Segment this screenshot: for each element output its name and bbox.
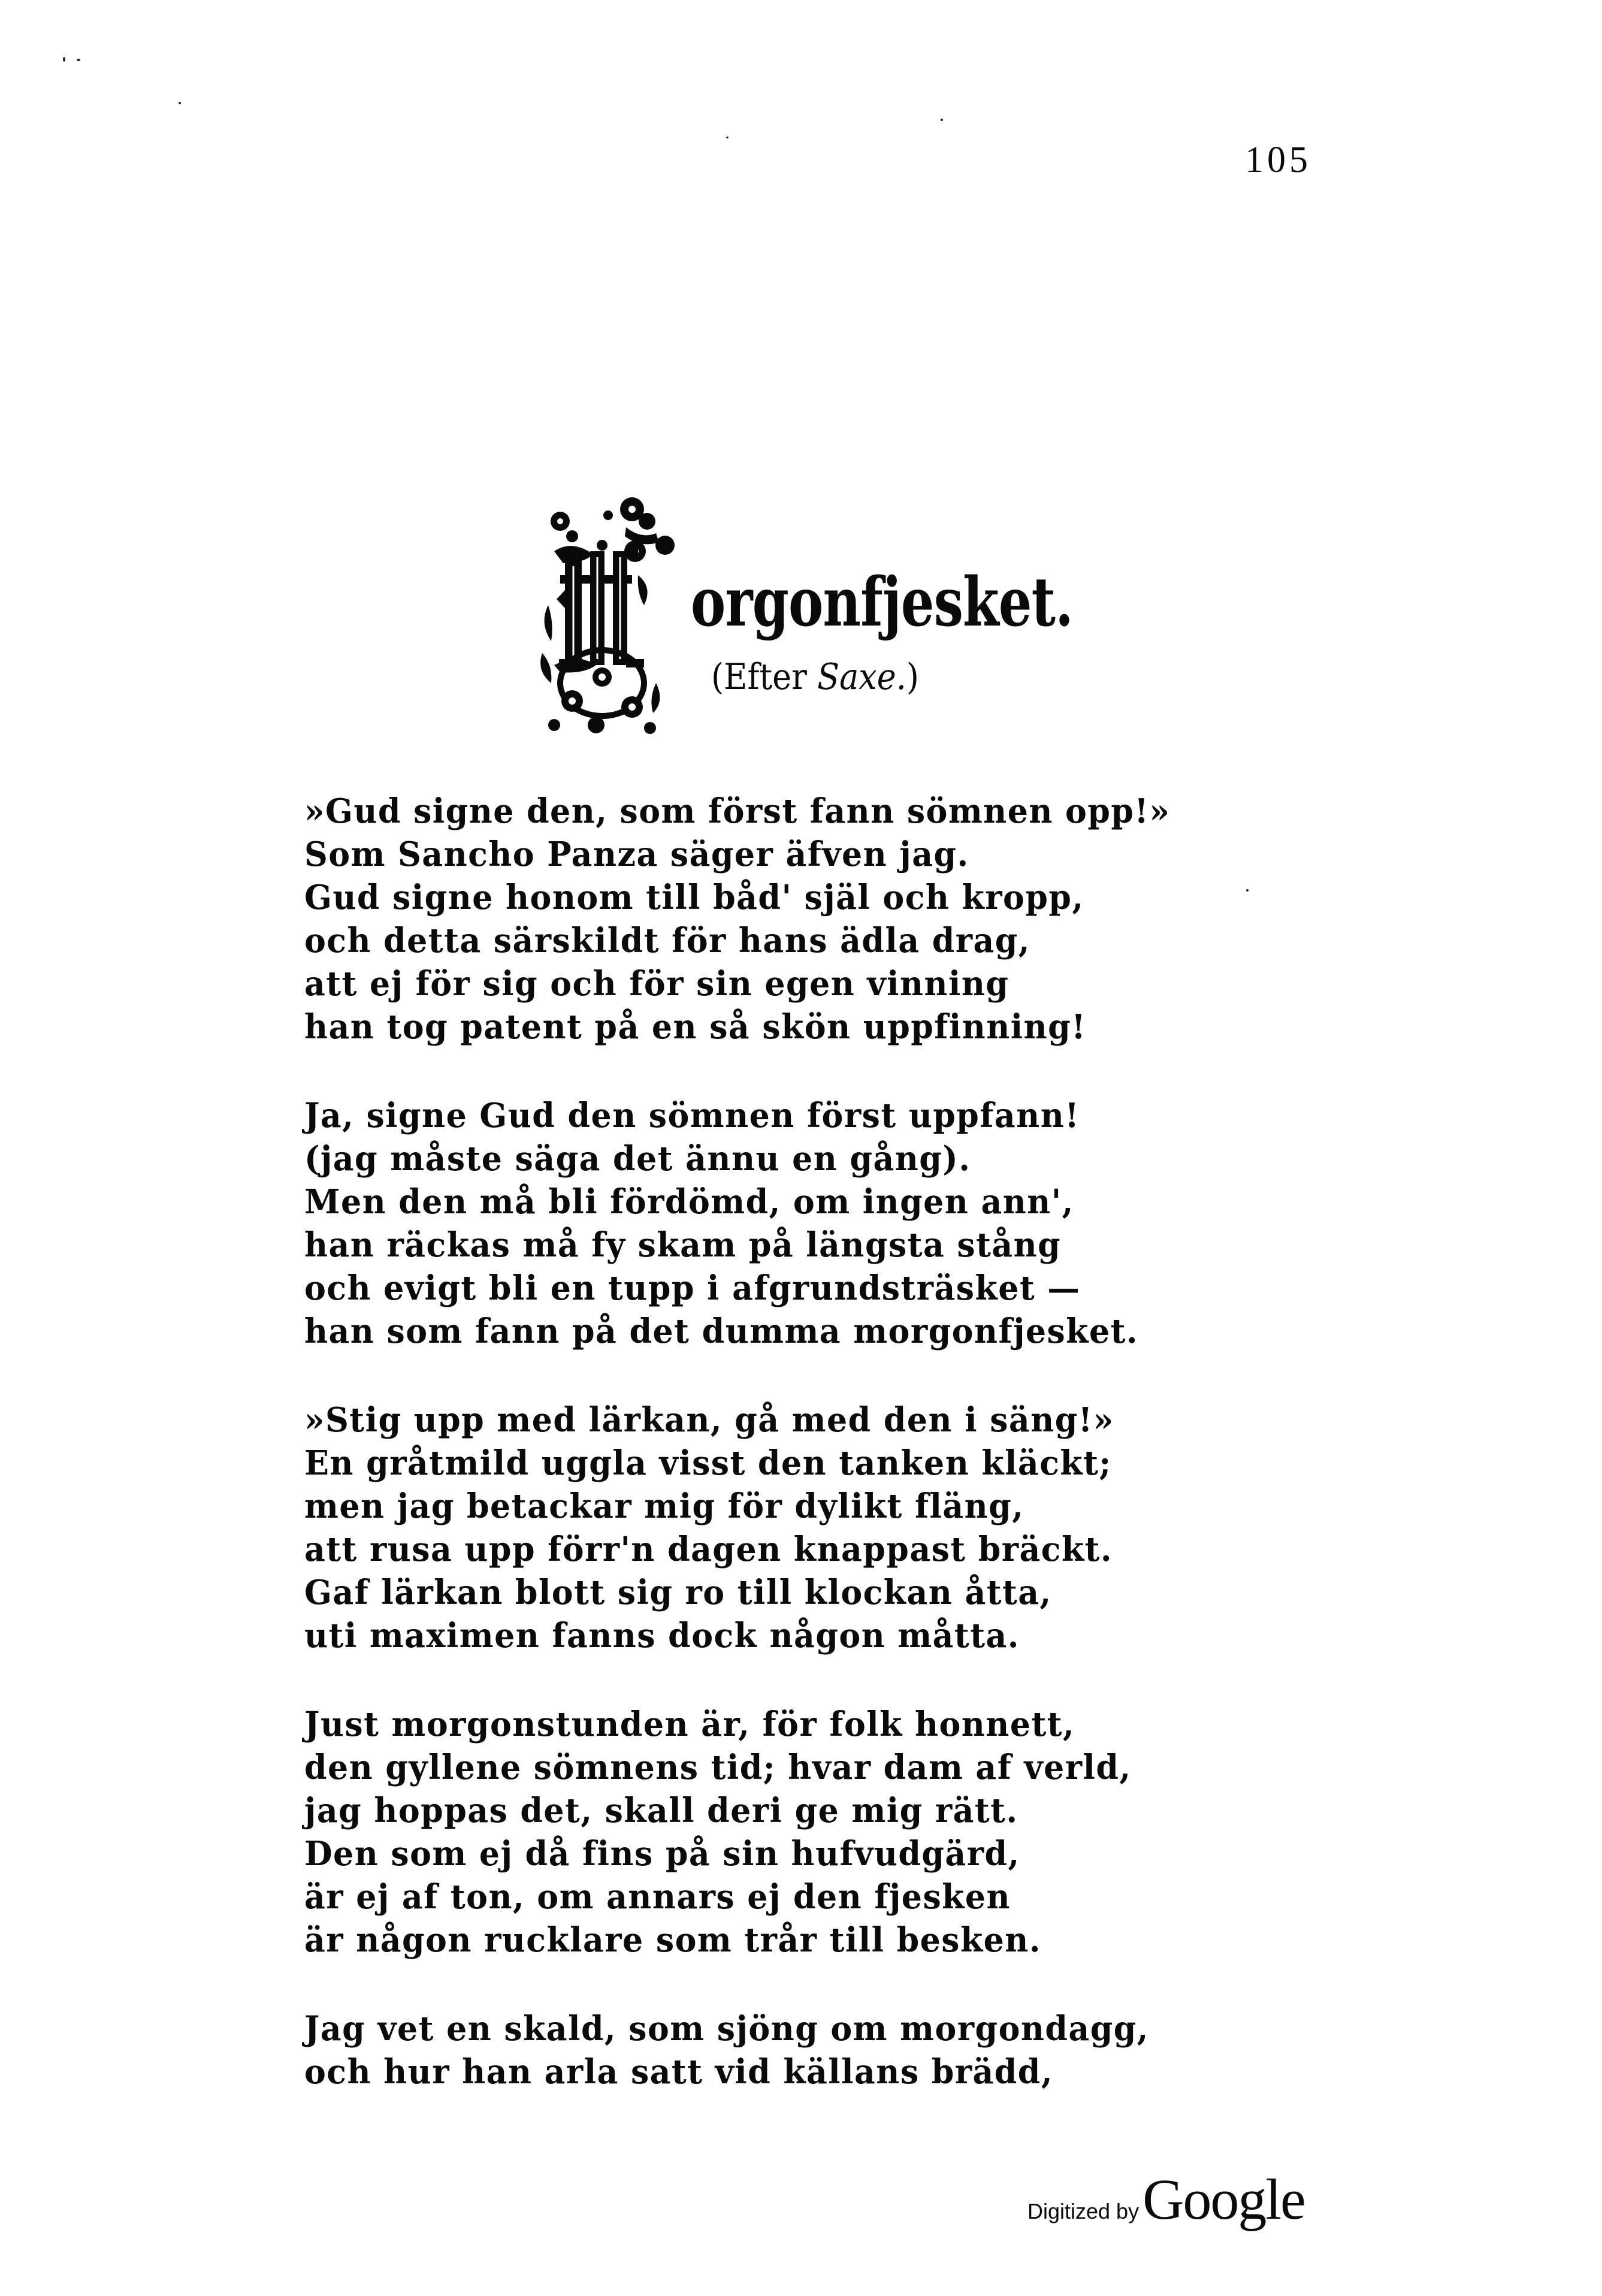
- poem-line: Jag vet en skald, som sjöng om morgondagg,: [304, 2009, 1149, 2049]
- scan-speck: [1246, 889, 1249, 892]
- poem-line: En gråtmild uggla visst den tanken kläckt;: [304, 1443, 1112, 1483]
- poem-line: Den som ej då fins på sin hufvudgärd,: [304, 1834, 1020, 1874]
- poem-line: Just morgonstunden är, för folk honnett,: [304, 1705, 1075, 1744]
- poem-line: uti maximen fanns dock någon måtta.: [304, 1616, 1020, 1655]
- poem-line: han tog patent på en så skön uppfinning!: [304, 1007, 1087, 1047]
- stanza-4: [304, 1703, 1203, 1962]
- poem-heading: [536, 473, 1075, 749]
- poem-line: och hur han arla satt vid källans brädd,: [304, 2052, 1053, 2092]
- poem-line: Men den må bli fördömd, om ingen ann',: [304, 1182, 1074, 1222]
- poem-line: Ja, signe Gud den sömnen först uppfann!: [304, 1096, 1080, 1135]
- stanza-3: [304, 1398, 1203, 1657]
- poem-line: att rusa upp förr'n dagen knappast bräckt.: [304, 1530, 1113, 1569]
- subtitle-prefix: (Efter: [711, 656, 818, 698]
- stanza-1: [304, 790, 1203, 1049]
- poem-line: Som Sancho Panza säger äfven jag.: [304, 835, 969, 874]
- poem-line: »Stig upp med lärkan, gå med den i säng!»: [304, 1400, 1114, 1440]
- poem-title: orgonfjesket.: [691, 563, 1073, 642]
- poem-line: han som fann på det dumma morgonfjesket.: [304, 1312, 1139, 1351]
- poem-line: jag hoppas det, skall deri ge mig rätt.: [304, 1791, 1018, 1830]
- subtitle-suffix: ): [906, 656, 919, 698]
- scan-speck: [77, 59, 80, 61]
- digitized-by-google-watermark: [1027, 2166, 1305, 2232]
- scan-speck: [726, 137, 729, 138]
- poem-line: Gaf lärkan blott sig ro till klockan åtta,: [304, 1573, 1052, 1612]
- poem-line: »Gud signe den, som först fann sömnen opp!»: [304, 791, 1171, 831]
- poem-line: han räckas må fy skam på längsta stång: [304, 1225, 1062, 1265]
- poem-line: att ej för sig och för sin egen vinning: [304, 964, 1009, 1004]
- page-number: 105: [1245, 140, 1311, 180]
- scan-speck: [63, 57, 65, 62]
- decorated-initial-m-icon: [536, 485, 692, 743]
- poem-line: och evigt bli en tupp i afgrundsträsket —: [304, 1268, 1081, 1308]
- poem-line: men jag betackar mig för dylikt fläng,: [304, 1487, 1024, 1526]
- poem-body: [304, 790, 1203, 2139]
- subtitle-author: Saxe.: [817, 656, 906, 698]
- stanza-5: [304, 2007, 1203, 2093]
- digitized-label: Digitized by: [1027, 2199, 1139, 2224]
- stanza-2: [304, 1094, 1203, 1353]
- poem-line: Gud signe honom till båd' själ och kropp,: [304, 878, 1084, 917]
- poem-line: och detta särskildt för hans ädla drag,: [304, 921, 1030, 960]
- poem-line: är ej af ton, om annars ej den fjesken: [304, 1877, 1011, 1917]
- poem-line: den gyllene sömnens tid; hvar dam af verld,: [304, 1748, 1132, 1787]
- scan-speck: [941, 119, 943, 121]
- google-logo: Google: [1142, 2167, 1305, 2231]
- poem-subtitle: [711, 656, 919, 698]
- poem-line: (jag måste säga det ännu en gång).: [304, 1139, 971, 1179]
- poem-line: är någon rucklare som trår till besken.: [304, 1920, 1041, 1960]
- scan-speck: [179, 102, 181, 104]
